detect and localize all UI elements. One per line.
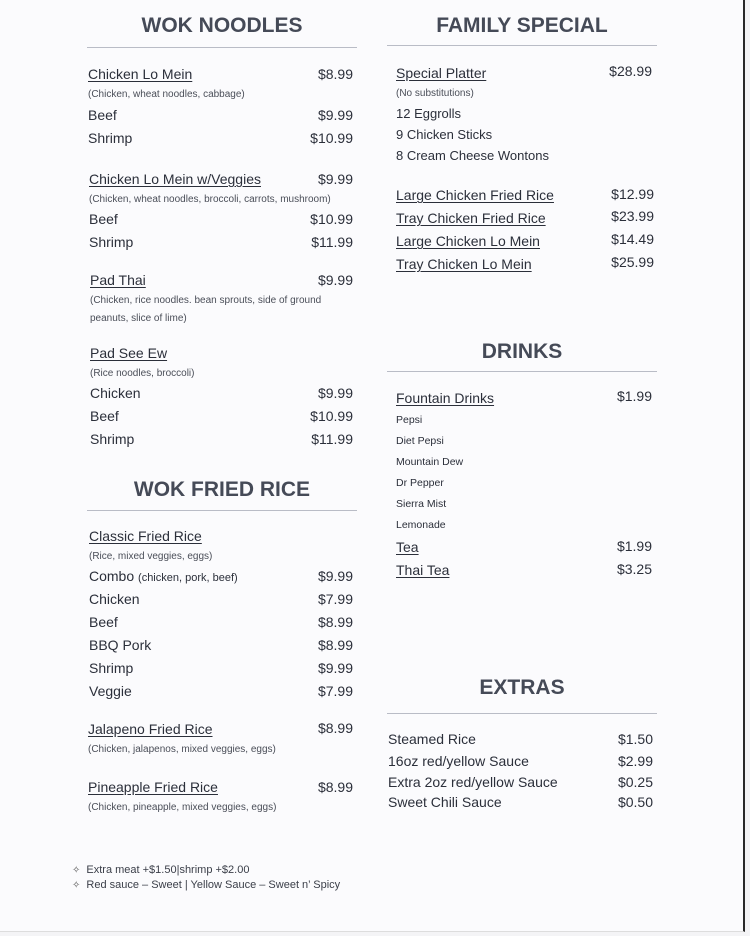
divider: [387, 371, 657, 372]
note-text-1: Extra meat +$1.50|shrimp +$2.00: [86, 864, 250, 876]
large-clm-name: Large Chicken Lo Mein: [396, 233, 540, 249]
fr-veggie-name: Veggie: [89, 683, 132, 699]
pad-thai-desc-line1: (Chicken, rice noodles. bean sprouts, side of ground: [90, 295, 322, 306]
extra-16oz-sauce-price: $2.99: [617, 753, 653, 769]
extra-steamed-rice-name: Steamed Rice: [388, 731, 476, 747]
thai-tea-price: $3.25: [616, 561, 652, 577]
clmv-shrimp-price: $11.99: [311, 234, 353, 250]
chicken-lo-mein-price: $8.99: [317, 66, 353, 82]
extra-sweet-chili-name: Sweet Chili Sauce: [388, 794, 502, 810]
clm-shrimp-name: Shrimp: [88, 130, 133, 146]
platter-item-chicken-sticks: 9 Chicken Sticks: [396, 127, 493, 142]
fr-shrimp-price: $9.99: [317, 660, 353, 676]
pse-beef-name: Beef: [90, 408, 119, 424]
divider: [87, 510, 357, 511]
extra-steamed-rice-price: $1.50: [617, 731, 653, 747]
platter-item-eggrolls: 12 Eggrolls: [396, 106, 462, 121]
classic-fried-rice-desc: (Rice, mixed veggies, eggs): [89, 551, 213, 562]
fr-veggie-price: $7.99: [317, 683, 353, 699]
drink-dr-pepper: Dr Pepper: [396, 477, 444, 489]
drink-mountain-dew: Mountain Dew: [396, 456, 464, 468]
drink-pepsi: Pepsi: [396, 414, 423, 426]
pse-shrimp-name: Shrimp: [90, 431, 135, 447]
extra-2oz-sauce-name: Extra 2oz red/yellow Sauce: [388, 774, 558, 790]
tea-price: $1.99: [616, 538, 652, 554]
fr-beef-price: $8.99: [317, 614, 353, 630]
jalapeno-fried-rice-desc: (Chicken, jalapenos, mixed veggies, eggs): [88, 744, 276, 755]
note-text-2: Red sauce – Sweet | Yellow Sauce – Sweet n’ Spicy: [86, 879, 341, 891]
large-cfr-price: $12.99: [611, 186, 654, 202]
drinks-title: DRINKS: [481, 340, 563, 363]
chicken-lo-mein-name: Chicken Lo Mein: [88, 66, 193, 82]
tray-clm-price: $25.99: [611, 254, 654, 270]
platter-item-wontons: 8 Cream Cheese Wontons: [396, 148, 549, 163]
clm-veggies-name: Chicken Lo Mein w/Veggies: [89, 171, 261, 187]
family-special-title: FAMILY SPECIAL: [436, 14, 608, 37]
classic-fried-rice-name: Classic Fried Rice: [89, 528, 202, 544]
pad-see-ew-desc: (Rice noodles, broccoli): [90, 368, 195, 379]
special-platter-price: $28.99: [609, 63, 652, 79]
wok-noodles-title: WOK NOODLES: [141, 14, 303, 37]
fr-shrimp-name: Shrimp: [89, 660, 134, 676]
pse-shrimp-price: $11.99: [311, 431, 353, 447]
thai-tea-name: Thai Tea: [396, 562, 450, 578]
pad-thai-price: $9.99: [317, 272, 353, 288]
clm-shrimp-price: $10.99: [310, 130, 353, 146]
drink-diet-pepsi: Diet Pepsi: [396, 435, 444, 447]
tea-name: Tea: [396, 539, 419, 555]
fr-bbq-pork-name: BBQ Pork: [89, 637, 152, 653]
clm-beef-name: Beef: [88, 107, 117, 123]
divider: [387, 713, 657, 714]
fountain-drinks-name: Fountain Drinks: [396, 390, 495, 406]
combo-name: Combo: [89, 568, 135, 584]
pineapple-fried-rice-name: Pineapple Fried Rice: [88, 779, 218, 795]
wok-fried-rice-title: WOK FRIED RICE: [133, 478, 311, 501]
divider: [387, 45, 657, 46]
fr-chicken-price: $7.99: [317, 591, 353, 607]
large-clm-price: $14.49: [611, 231, 654, 247]
fr-chicken-name: Chicken: [89, 591, 140, 607]
pse-chicken-price: $9.99: [317, 385, 353, 401]
clm-beef-price: $9.99: [317, 107, 353, 123]
note-line-1: [72, 864, 249, 876]
chicken-lo-mein-desc: (Chicken, wheat noodles, cabbage): [88, 89, 245, 100]
diamond-bullet-icon: ✧: [72, 865, 81, 876]
drink-lemonade: Lemonade: [396, 519, 446, 531]
drink-sierra-mist: Sierra Mist: [396, 498, 447, 510]
jalapeno-fried-rice-price: $8.99: [317, 720, 353, 736]
special-platter-name: Special Platter: [396, 65, 487, 81]
clmv-beef-name: Beef: [89, 211, 118, 227]
pineapple-fried-rice-desc: (Chicken, pineapple, mixed veggies, eggs): [88, 802, 277, 813]
pse-chicken-name: Chicken: [90, 385, 141, 401]
clm-veggies-price: $9.99: [317, 171, 353, 187]
tray-cfr-name: Tray Chicken Fried Rice: [396, 210, 546, 226]
extra-16oz-sauce-name: 16oz red/yellow Sauce: [388, 753, 529, 769]
note-line-2: [72, 879, 340, 891]
fr-beef-name: Beef: [89, 614, 118, 630]
jalapeno-fried-rice-name: Jalapeno Fried Rice: [88, 721, 213, 737]
diamond-bullet-icon: ✧: [72, 880, 81, 891]
special-platter-desc: (No substitutions): [396, 88, 474, 99]
pad-thai-name: Pad Thai: [90, 272, 146, 288]
clmv-shrimp-name: Shrimp: [89, 234, 134, 250]
combo-price: $9.99: [317, 568, 353, 584]
tray-clm-name: Tray Chicken Lo Mein: [396, 256, 532, 272]
combo-row: [89, 568, 238, 584]
extras-title: EXTRAS: [479, 676, 565, 699]
clmv-beef-price: $10.99: [310, 211, 353, 227]
pineapple-fried-rice-price: $8.99: [317, 779, 353, 795]
combo-sub: (chicken, pork, beef): [138, 572, 238, 584]
fountain-drinks-price: $1.99: [616, 388, 652, 404]
extra-2oz-sauce-price: $0.25: [617, 774, 653, 790]
pad-thai-desc-line2: peanuts, slice of lime): [90, 313, 187, 324]
divider: [87, 47, 357, 48]
tray-cfr-price: $23.99: [611, 208, 654, 224]
clm-veggies-desc: (Chicken, wheat noodles, broccoli, carrots, mushroom): [89, 194, 331, 205]
fr-bbq-pork-price: $8.99: [317, 637, 353, 653]
pad-see-ew-name: Pad See Ew: [90, 345, 168, 361]
extra-sweet-chili-price: $0.50: [617, 794, 653, 810]
large-cfr-name: Large Chicken Fried Rice: [396, 187, 554, 203]
pse-beef-price: $10.99: [310, 408, 353, 424]
